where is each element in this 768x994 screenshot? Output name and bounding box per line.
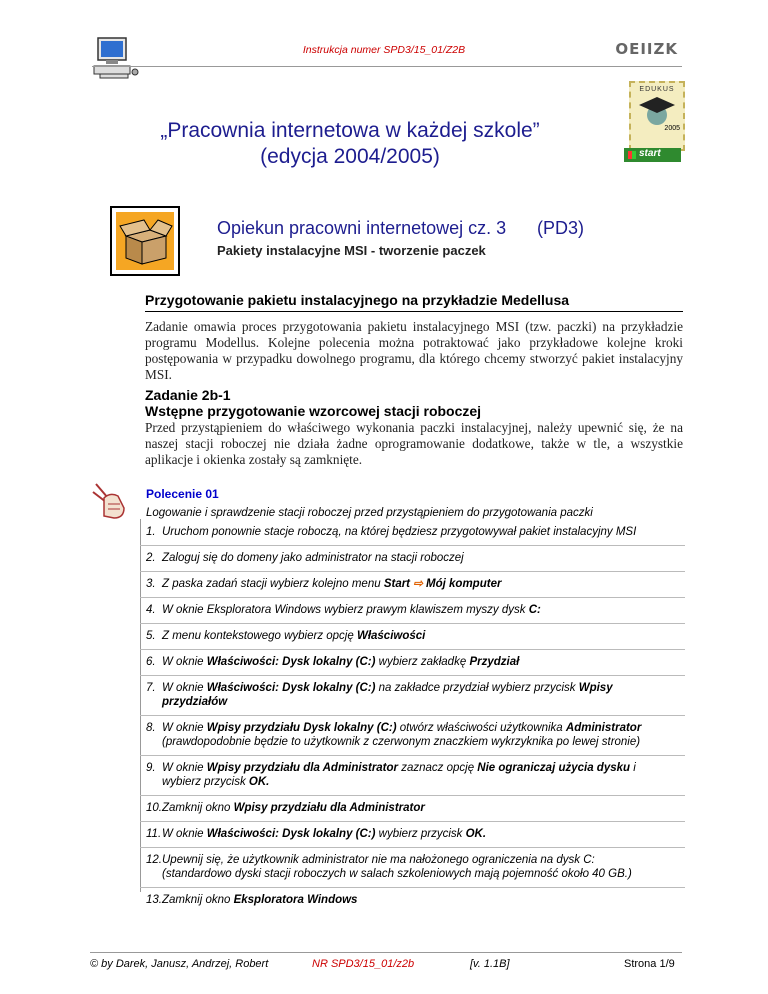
step-item: 8. W oknie Wpisy przydziału Dysk lokalny (C:) otwórz właściwości użytkownika Administrator (prawdopodobnie będzie to użytkownik z czerwonym znaczkiem wykrzyknika po lewej stronie) bbox=[140, 716, 685, 756]
main-title: „Pracownia internetowa w każdej szkole” (edycja 2004/2005) bbox=[160, 119, 540, 168]
footer-page: Strona 1/9 bbox=[624, 958, 675, 970]
pointing-hand-icon bbox=[90, 478, 130, 522]
step-item: 3. Z paska zadań stacji wybierz kolejno menu Start ⇨ Mój komputer bbox=[140, 572, 685, 598]
course-code: (PD3) bbox=[537, 218, 585, 238]
footer-number: NR SPD3/15_01/z2b bbox=[312, 958, 415, 970]
section-intro: Zadanie omawia proces przygotowania pakietu instalacyjnego MSI (tzw. paczki) na przykładzie programu Modellus. Kolejne polecenia można potraktować jako przykładowe kolejne kroki postępowania w przypadku dowolnego programu, dla którego chcemy stworzyć pakiet instalacyjny MSI. bbox=[145, 319, 683, 382]
footer-version: [v. 1.1B] bbox=[470, 958, 510, 970]
step-item: 4. W oknie Eksploratora Windows wybierz prawym klawiszem myszy dysk C: bbox=[140, 598, 685, 624]
polecenie-title: Polecenie 01 bbox=[146, 487, 219, 501]
oeiizk-logo: OEIIZK bbox=[615, 40, 678, 58]
footer-divider bbox=[90, 952, 682, 953]
step-item: 10.Zamknij okno Wpisy przydziału dla Administrator bbox=[140, 796, 685, 822]
step-item: 11.W oknie Właściwości: Dysk lokalny (C:) wybierz przycisk OK. bbox=[140, 822, 685, 848]
arrow-right-icon: ⇨ bbox=[410, 578, 427, 590]
graduation-cap-icon bbox=[633, 95, 681, 125]
task-text: Przed przystąpieniem do właściwego wykonania paczki instalacyjnej, należy upewnić się, że na naszej stacji roboczej nie działa żadne oprogramowanie dodatkowe, także w tle, a wszystkie aplikacje i okienka zostały są zamknięte. bbox=[145, 420, 683, 467]
step-item: 6. W oknie Właściwości: Dysk lokalny (C:) wybierz zakładkę Przydział bbox=[140, 650, 685, 676]
section-divider bbox=[145, 311, 683, 312]
step-item: 12.Upewnij się, że użytkownik administrator nie ma nałożonego ograniczenia na dysk C: (standardowo dyski stacji roboczych w salach szkoleniowych mają pojemność około 40 GB.) bbox=[140, 848, 685, 888]
instruction-number: Instrukcja numer SPD3/15_01/Z2B bbox=[302, 44, 466, 56]
footer-authors: © by Darek, Janusz, Andrzej, Robert bbox=[90, 958, 269, 970]
course-title: Opiekun pracowni internetowej cz. 3 (PD3) bbox=[217, 218, 585, 238]
section-heading: Przygotowanie pakietu instalacyjnego na przykładzie Medellusa bbox=[145, 292, 570, 308]
polecenie-subtitle: Logowanie i sprawdzenie stacji roboczej przed przystąpieniem do przygotowania paczki bbox=[146, 507, 593, 519]
step-item: 5. Z menu kontekstowego wybierz opcję Właściwości bbox=[140, 624, 685, 650]
task-heading: Zadanie 2b-1 Wstępne przygotowanie wzorcowej stacji roboczej bbox=[145, 387, 482, 419]
edukus-stamp bbox=[629, 81, 685, 151]
windows-flag-icon bbox=[628, 151, 636, 159]
step-item: 13.Zamknij okno Eksploratora Windows bbox=[146, 894, 358, 906]
step-item: 2. Zaloguj się do domeny jako administrator na stacji roboczej bbox=[140, 546, 685, 572]
header-divider bbox=[92, 66, 682, 67]
steps-list bbox=[140, 520, 685, 913]
step-item: 1. Uruchom ponownie stacje roboczą, na której będziesz przygotowywał pakiet instalacyjny MSI bbox=[140, 520, 685, 546]
start-button-image: start bbox=[624, 148, 681, 162]
package-box-icon bbox=[110, 206, 180, 276]
stamp-label: EDUKUS bbox=[639, 86, 675, 93]
stamp-year: 2005 bbox=[664, 125, 680, 132]
computer-icon bbox=[92, 34, 140, 82]
step-item: 9. W oknie Wpisy przydziału dla Administrator zaznacz opcję Nie ograniczaj użycia dysku i wybierz przycisk OK. bbox=[140, 756, 685, 796]
course-subtitle: Pakiety instalacyjne MSI - tworzenie paczek bbox=[217, 243, 486, 258]
step-item: 7. W oknie Właściwości: Dysk lokalny (C:) na zakładce przydział wybierz przycisk Wpisy przydziałów bbox=[140, 676, 685, 716]
